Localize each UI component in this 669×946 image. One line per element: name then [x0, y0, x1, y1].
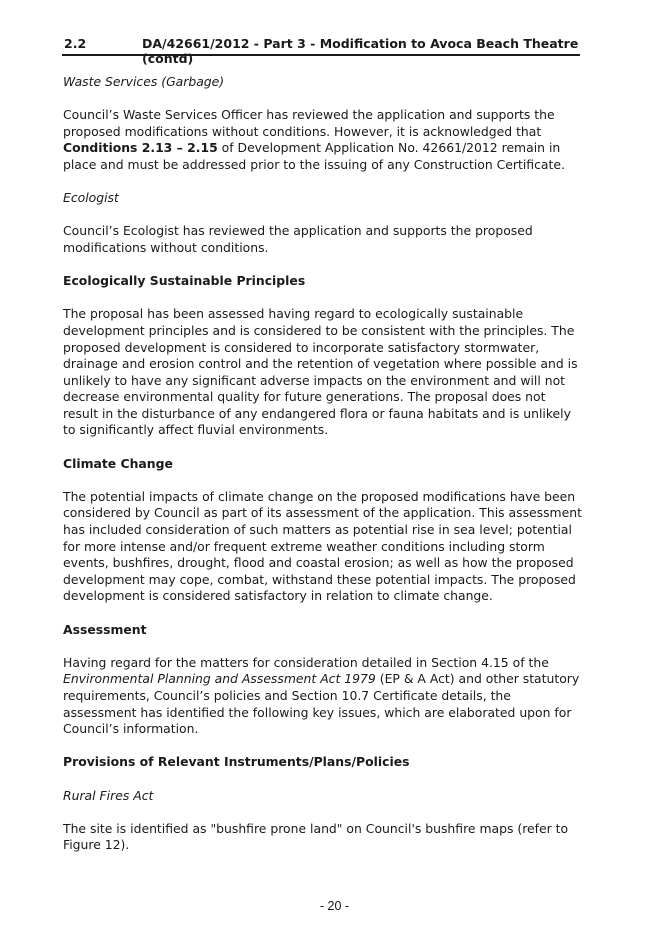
section-number: 2.2 [64, 36, 87, 51]
provisions-heading: Provisions of Relevant Instruments/Plans/Policies [63, 754, 410, 770]
page-header [62, 36, 580, 66]
header-title: DA/42661/2012 - Part 3 - Modification to Avoca Beach Theatre (contd) [142, 36, 579, 66]
document-body [63, 74, 583, 871]
esd-heading: Ecologically Sustainable Principles [63, 273, 306, 289]
assessment-text-after: (EP & A Act) and other statutory requirements, Council’s policies and Section 10.7 Certificate details, the assessment has identified the following key issues, which are elaborated upon for Council’s information. [63, 671, 580, 737]
assessment-paragraph [63, 655, 583, 738]
page-number: - 20 - [319, 899, 350, 913]
ecologist-paragraph: Council’s Ecologist has reviewed the application and supports the proposed modifications without conditions. [63, 223, 533, 255]
assessment-act-title: Environmental Planning and Assessment Act 1979 [63, 671, 376, 687]
waste-services-heading: Waste Services (Garbage) [63, 74, 225, 89]
assessment-text-before: Having regard for the matters for consideration detailed in Section 4.15 of the [63, 654, 549, 670]
climate-change-paragraph: The potential impacts of climate change on the proposed modifications have been considered by Council as part of its assessment of the application. This assessment has included consideration of such matters as potential rise in sea level; potential for more intense and/or frequent extreme weather conditions including storm events, bushfires, drought, flood and coastal erosion; as well as how the proposed development may cope, combat, withstand these potential impacts. The proposed development is considered satisfactory in relation to climate change. [63, 488, 582, 604]
waste-services-paragraph [63, 107, 583, 173]
esd-paragraph: The proposal has been assessed having regard to ecologically sustainable development principles and is considered to be consistent with the principles. The proposed development is considered to incorporate satisfactory stormwater, drainage and erosion control and the retention of vegetation where possible and is unlikely to have any significant adverse impacts on the environment and will not decrease environmental quality for future generations. The proposal does not result in the disturbance of any endangered flora or fauna habitats and is unlikely to significantly affect fluvial environments. [63, 306, 578, 438]
assessment-heading: Assessment [63, 621, 147, 637]
waste-text-before: Council’s Waste Services Officer has reviewed the application and supports the proposed modifications without conditions. However, it is acknowledged that [63, 107, 555, 139]
ecologist-heading: Ecologist [63, 190, 119, 206]
waste-conditions: Conditions 2.13 – 2.15 [63, 140, 218, 156]
waste-text-after: of Development Application No. 42661/2012 remain in place and must be addressed prior to the issuing of any Construction Certificate. [63, 140, 565, 172]
rural-fires-paragraph: The site is identified as "bushfire prone land" on Council's bushfire maps (refer to Figure 12). [63, 820, 569, 853]
rural-fires-heading: Rural Fires Act [63, 787, 154, 803]
climate-change-heading: Climate Change [63, 455, 173, 471]
